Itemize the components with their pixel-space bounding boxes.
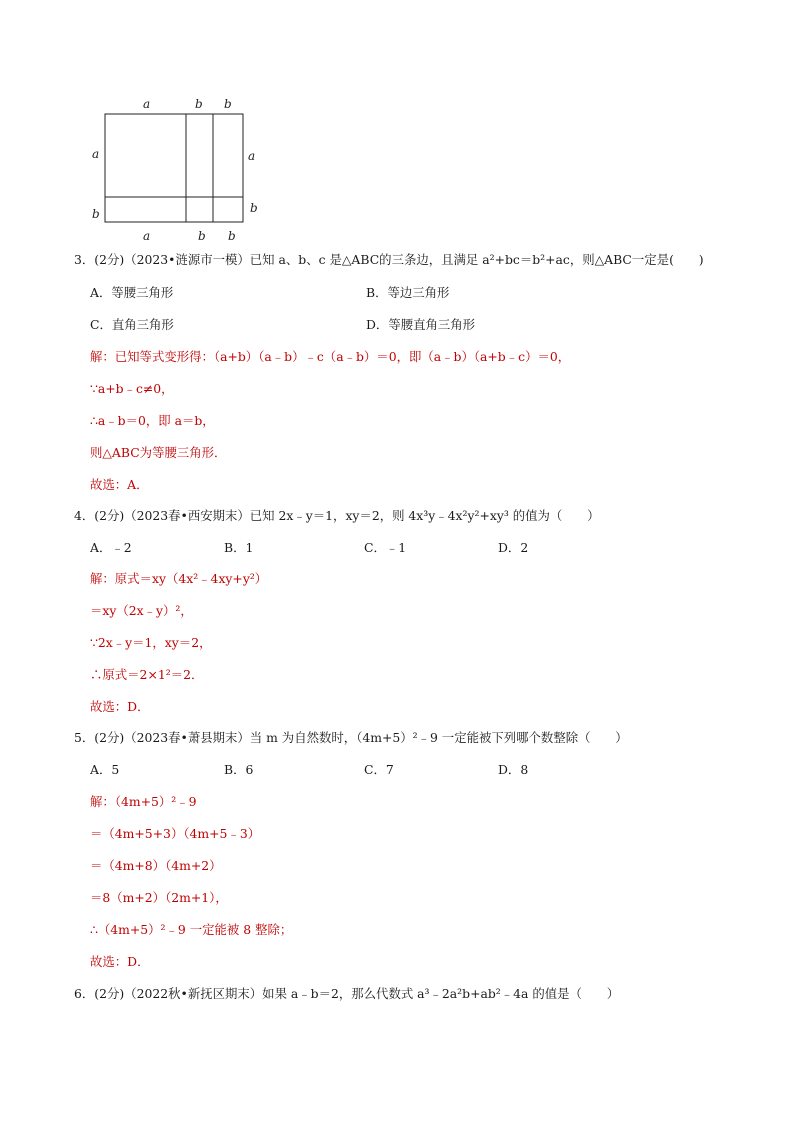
- q3-solution-line-1: 解：已知等式变形得：（a+b）（a﹣b）﹣c（a﹣b）＝0，即（a﹣b）（a+b﹣c）＝0，: [90, 349, 571, 364]
- right-label-b: b: [250, 201, 258, 215]
- q4-solution-line-4: ∴原式＝2×1²＝2．: [90, 667, 204, 682]
- q4-option-c: C．﹣1: [364, 540, 407, 555]
- q3-option-b: B．等边三角形: [366, 285, 450, 300]
- left-label-a: a: [92, 147, 100, 161]
- q4-option-d: D．2: [498, 540, 529, 555]
- q3-solution-line-2: ∵a+b﹣c≠0，: [90, 381, 174, 396]
- q4-solution-line-3: ∵2x﹣y＝1，xy＝2，: [90, 635, 212, 650]
- q5-option-b: B．6: [224, 762, 254, 777]
- q5-stem: 5．(2分)（2023春•萧县期末）当 m 为自然数时，（4m+5）²﹣9 一定能被下列哪个数整除（ ）: [74, 730, 628, 745]
- q5-option-d: D．8: [498, 762, 529, 777]
- q3-option-d: D．等腰直角三角形: [366, 317, 476, 332]
- q5-option-a: A．5: [90, 762, 120, 777]
- q6-stem: 6．(2分)（2022秋•新抚区期末）如果 a﹣b＝2，那么代数式 a³﹣2a²b+ab²﹣4a 的值是（ ）: [74, 986, 620, 1001]
- q4-stem: 4．(2分)（2023春•西安期末）已知 2x﹣y＝1，xy＝2，则 4x³y﹣4x²y²+xy³ 的值为（ ）: [74, 508, 600, 523]
- bottom-label-b2: b: [228, 229, 236, 243]
- partition-diagram: [88, 94, 268, 244]
- q5-solution-line-1: 解：（4m+5）²﹣9: [90, 794, 197, 809]
- q5-solution-line-3: ＝（4m+8）（4m+2）: [90, 858, 222, 873]
- top-label-b1: b: [195, 97, 203, 111]
- q4-solution-line-2: ＝xy（2x﹣y）²，: [90, 603, 193, 618]
- q3-solution-line-3: ∴a﹣b＝0，即 a＝b，: [90, 413, 215, 428]
- left-label-b: b: [92, 207, 100, 221]
- top-label-a: a: [143, 97, 151, 111]
- q3-option-c: C．直角三角形: [90, 317, 174, 332]
- q4-solution-line-5: 故选：D．: [90, 699, 150, 714]
- q5-solution-line-6: 故选：D．: [90, 954, 150, 969]
- square-partition-figure: [88, 94, 268, 244]
- q5-solution-line-4: ＝8（m+2）（2m+1），: [90, 890, 228, 905]
- bottom-label-a: a: [143, 229, 151, 243]
- q3-option-a: A．等腰三角形: [90, 285, 174, 300]
- q3-solution-line-4: 则△ABC为等腰三角形．: [90, 445, 227, 460]
- q4-solution-line-1: 解：原式＝xy（4x²﹣4xy+y²）: [90, 571, 268, 586]
- q4-option-b: B．1: [224, 540, 254, 555]
- outer-rectangle: [105, 114, 243, 222]
- bottom-label-b1: b: [198, 229, 206, 243]
- q3-solution-line-5: 故选：A．: [90, 477, 149, 492]
- q4-option-a: A．﹣2: [90, 540, 132, 555]
- right-label-a: a: [248, 149, 256, 163]
- top-label-b2: b: [224, 97, 232, 111]
- q3-stem: 3．(2分)（2023•涟源市一模）已知 a、b、c 是△ABC的三条边，且满足 a²+bc＝b²+ac，则△ABC一定是( ): [74, 252, 704, 267]
- q5-solution-line-2: ＝（4m+5+3）（4m+5﹣3）: [90, 826, 261, 841]
- q5-option-c: C．7: [364, 762, 394, 777]
- q5-solution-line-5: ∴（4m+5）²﹣9 一定能被 8 整除；: [90, 922, 293, 937]
